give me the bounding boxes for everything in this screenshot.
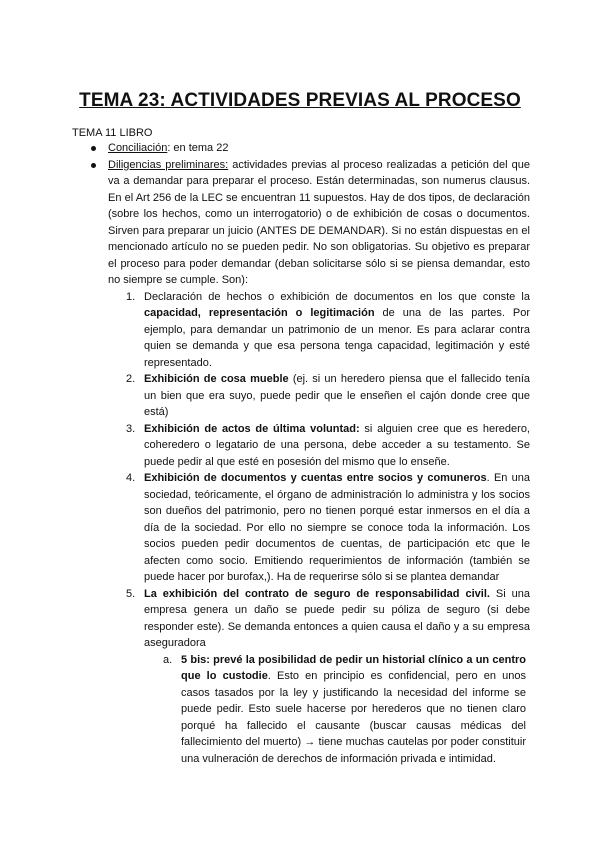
bullet-label: Conciliación (108, 142, 168, 154)
bullet-dot-icon (91, 163, 96, 168)
list-item (108, 289, 530, 372)
bullet-list (72, 140, 530, 767)
item-number: 1. (126, 290, 136, 303)
item-text: . En una sociedad, teóricamente, el órgano de administración lo administra y los socios son dueños del patrimonio, pero no tienen porqué estar inmersos en el día a día de la sociedad. Por ello no siempre se conoce toda la información. Los socios pueden pedir documentos de cuentas, de participación etc que le afecten como socio. Emitiendo requerimientos de información (también se puede hacer por burofax,). Ha de requerirse sólo si se plantea demandar (144, 472, 530, 583)
list-item (108, 421, 530, 471)
page-title: TEMA 23: ACTIVIDADES PREVIAS AL PROCESO (79, 90, 521, 111)
item-letter: a. (163, 653, 173, 666)
item-bold: capacidad, representación o legitimación (144, 307, 375, 319)
item-number: 5. (126, 587, 136, 600)
list-item (108, 470, 530, 586)
item-text: . Esto en principio es confidencial, pero en unos casos tasados por la ley y justificando la necesidad del informe se puede pedir. Esto suele hacerse por herederos que no tienen claro porqué ha fallecido el causante (buscar causas médicas del fallecimiento del muerto) → tiene muchas cautelas por poder constituir una vulneración de derechos de información privada e intimidad. (181, 670, 526, 765)
list-item (144, 652, 530, 768)
numbered-list (108, 289, 530, 768)
item-number: 2. (126, 373, 136, 385)
item-bold: 5 bis: prevé la posibilidad de pedir un historial clínico a un centro que lo custodie (181, 653, 526, 682)
bullet-text: actividades previas al proceso realizadas a petición del que va a demandar para preparar el proceso. Están determinadas, son numerus clausus. En el Art 256 de la LEC se encuentran 11 supuestos. Hay de dos tipos, de declaración (sobre los hechos, como un interrogatorio) o de exhibición de cosas o documentos. Sirven para preparar un juicio (ANTES DE DEMANDAR). Si no están dispuestas en el mencionado artículo no se pueden pedir. No son obligatorias. Su objetivo es preparar el proceso para poder demandar (deban solicitarse sólo si se piensa demandar, esto no siempre se cumple. Son): (108, 158, 530, 286)
bullet-item-conciliacion (72, 140, 530, 157)
item-number: 3. (126, 422, 136, 435)
item-bold: Exhibición de cosa mueble (144, 373, 289, 385)
item-text: (ej. si un heredero piensa que el fallecido tenía un bien que era suyo, puede pedir que le enseñen el cajón donde cree que está) (144, 373, 530, 418)
item-bold: La exhibición del contrato de seguro de responsabilidad civil. (144, 587, 490, 600)
subtitle: TEMA 11 LIBRO (72, 127, 153, 139)
list-item (108, 371, 530, 421)
item-text: de una de las partes. Por ejemplo, para demandar un patrimonio de un menor. Es para aclarar contra quien se demanda y que esa persona tenga capacidad, legitimación y esté representado. (144, 307, 531, 369)
bullet-label: Diligencias preliminares: (108, 158, 229, 171)
item-bold: Exhibición de documentos y cuentas entre socios y comuneros (144, 472, 487, 484)
item-number: 4. (126, 472, 136, 484)
item-bold: Exhibición de actos de última voluntad: (144, 422, 360, 435)
item-text-pre: Declaración de hechos o exhibición de documentos en los que conste la (144, 290, 530, 303)
item-text: si alguien cree que es heredero, coheredero o legatario de una persona, debe acceder a su testamento. Se puede pedir al que esté en posesión del mismo que lo enseñe. (144, 422, 530, 468)
item-text: Si una empresa genera un daño se puede pedir su póliza de seguro (si debe responder este). Se demanda entonces a quien causa el daño y a su empresa aseguradora (144, 587, 530, 649)
lettered-list (144, 652, 530, 768)
bullet-dot-icon (91, 146, 96, 151)
bullet-item-diligencias (72, 157, 530, 768)
list-item (108, 586, 530, 768)
bullet-text: : en tema 22 (167, 142, 229, 154)
